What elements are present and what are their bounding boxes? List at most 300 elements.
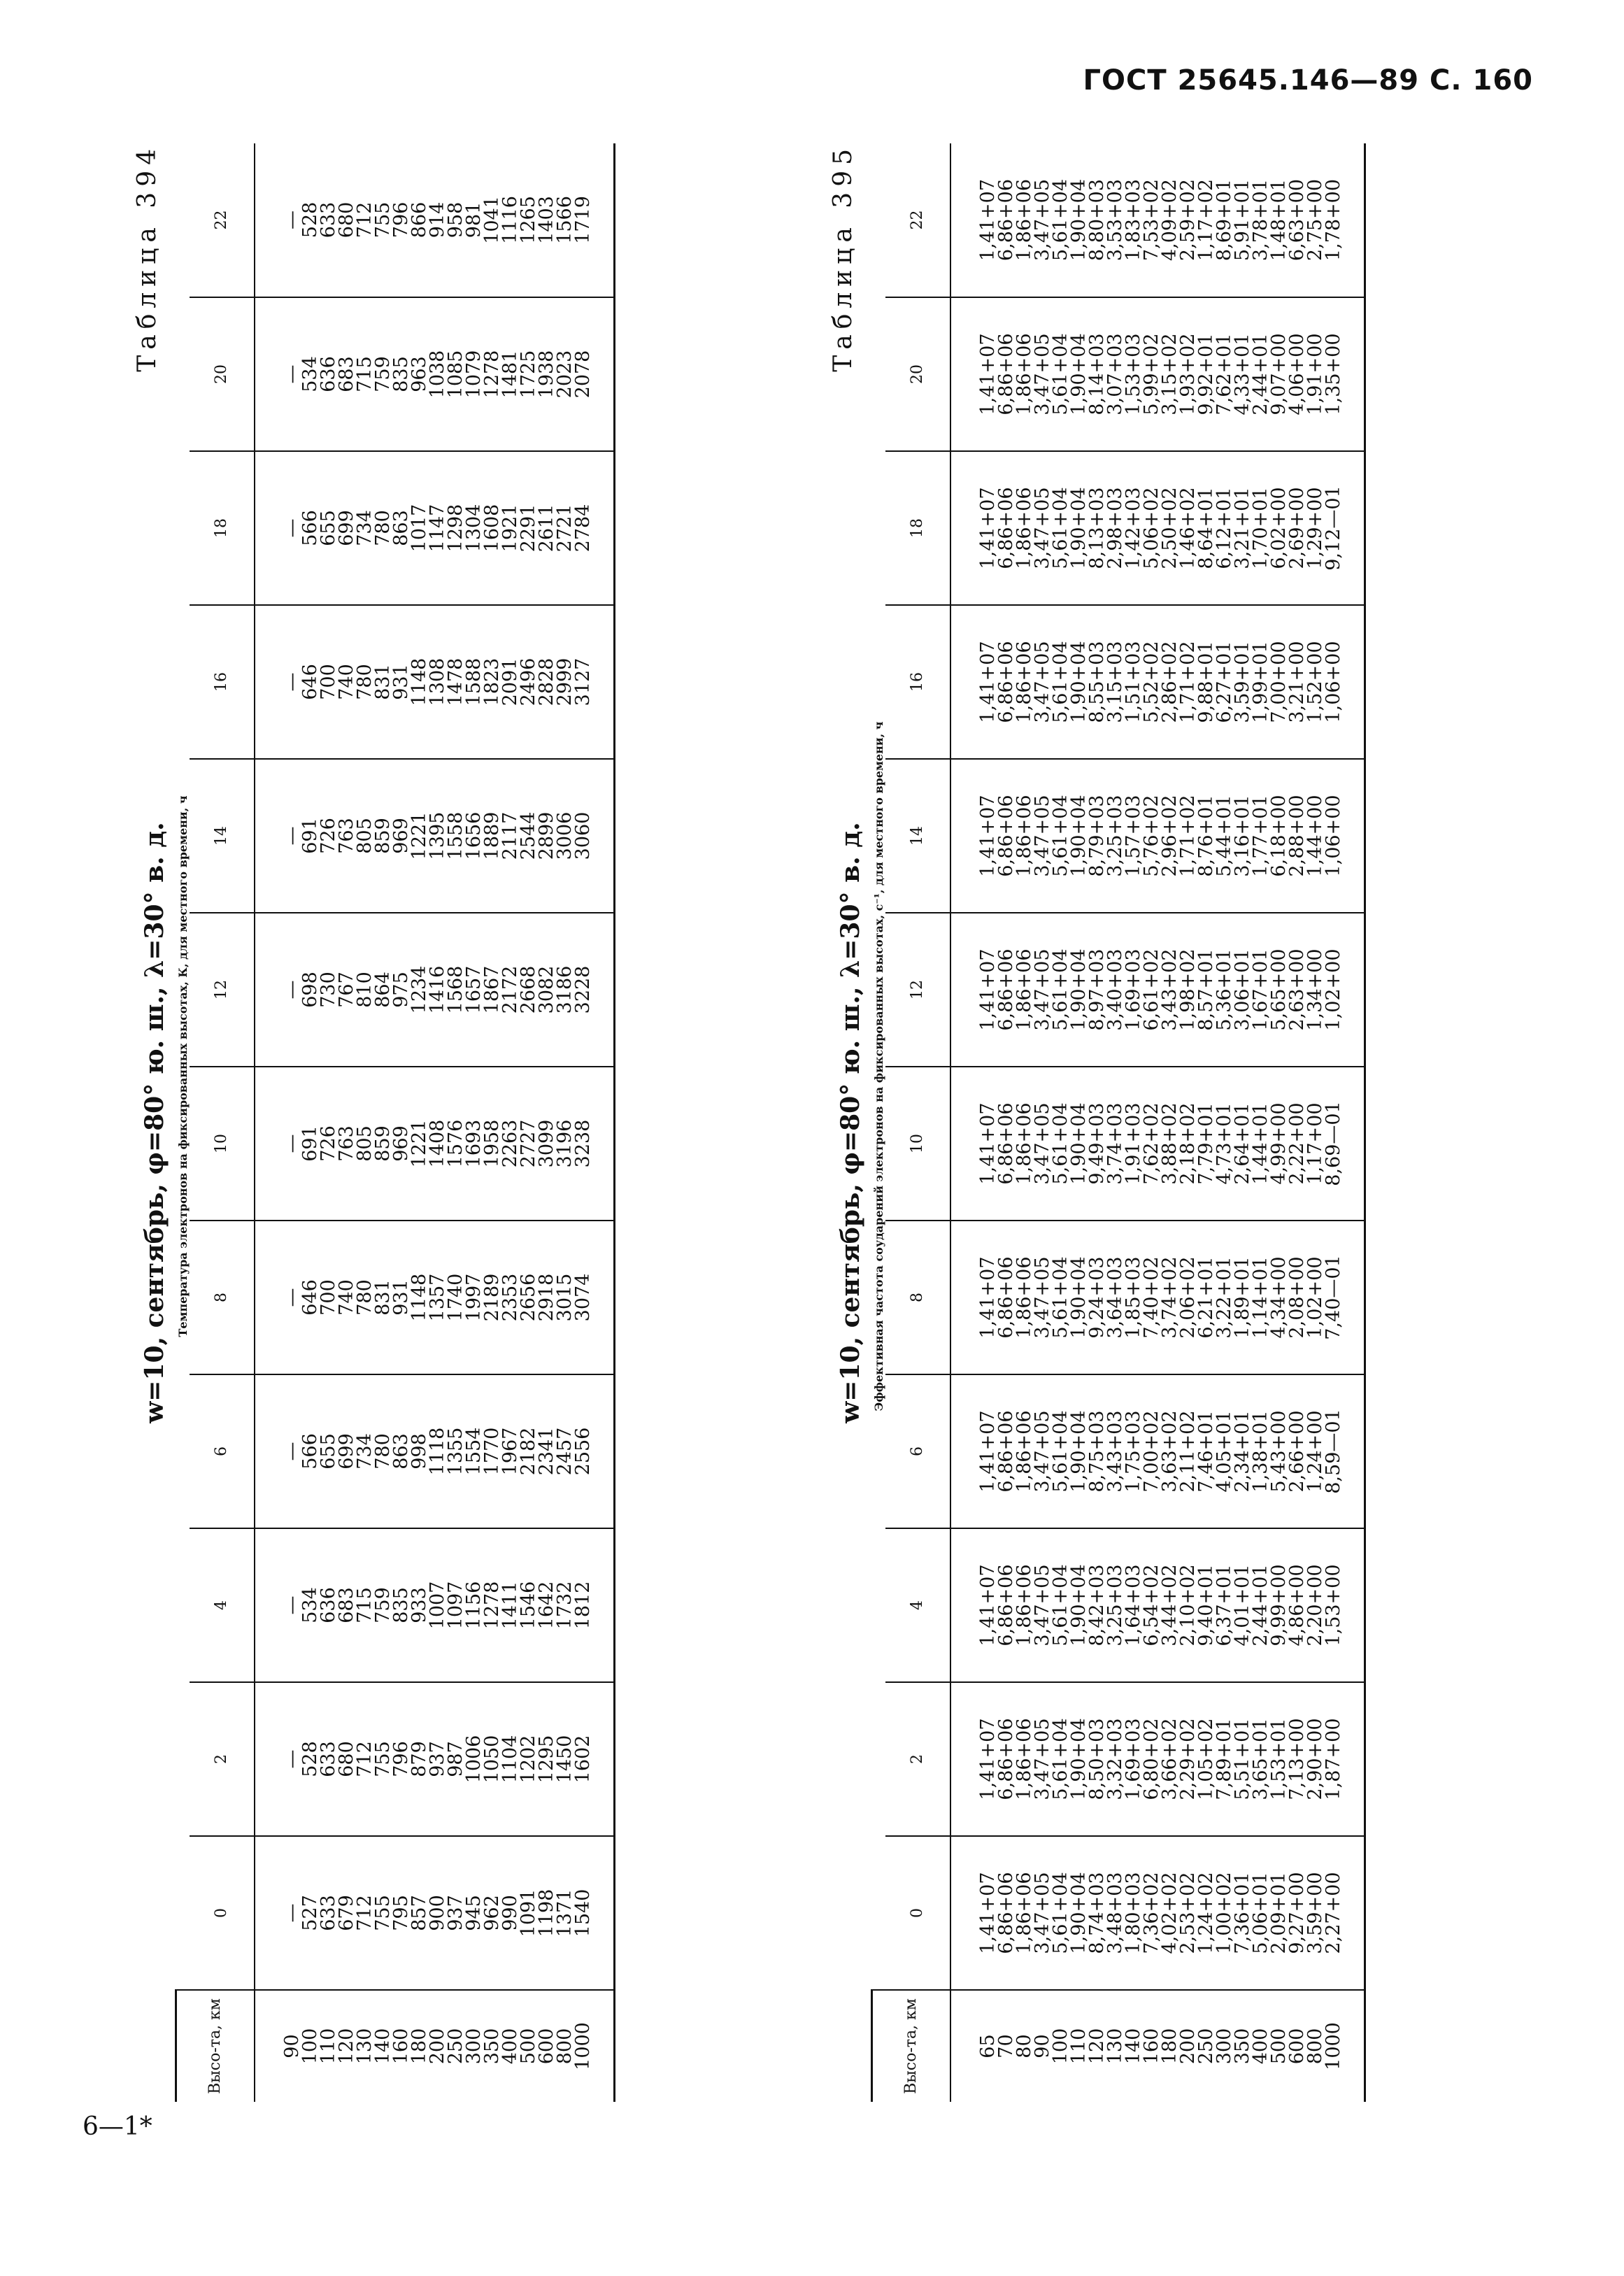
hour-header: 4: [190, 1528, 255, 1682]
table-cell: 3,47+05: [1031, 178, 1053, 262]
table-cell: 1,86+06: [1013, 487, 1035, 569]
table-cell: 1,77+01: [1249, 795, 1272, 877]
table-cell: 1,86+06: [1013, 641, 1035, 723]
table-cell: 740: [335, 664, 357, 700]
table-cell: 3,44+02: [1158, 1564, 1181, 1646]
table-cell: 7,40+02: [1140, 1256, 1162, 1339]
table-cell: 835: [390, 1587, 412, 1623]
value-column: [950, 1682, 1365, 1836]
table-cell: 1,14+01: [1249, 1256, 1272, 1339]
table-cell: 1,90+04: [1067, 641, 1090, 723]
table-cell: 2611: [535, 504, 557, 553]
height-value: 180: [408, 2028, 430, 2065]
table-cell: 2,50+02: [1158, 487, 1181, 569]
height-value: 90: [280, 2034, 303, 2058]
table-cell: 2078: [571, 350, 594, 399]
table-cell: 1,17+02: [1195, 178, 1217, 262]
table-cell: 1,29+00: [1304, 487, 1326, 569]
table-cell: 931: [390, 664, 412, 700]
table-cell: 1770: [480, 1427, 503, 1476]
table-cell: —: [280, 518, 303, 538]
table-cell: 7,36+02: [1140, 1872, 1162, 1954]
table-cell: 1403: [535, 196, 557, 244]
table-cell: 566: [299, 1433, 321, 1470]
table-cell: 1,41+07: [976, 1564, 999, 1646]
table-cell: 866: [408, 201, 430, 239]
table-cell: 1812: [571, 1581, 594, 1630]
value-column: [255, 759, 615, 913]
table-cell: 1,53+00: [1322, 1564, 1344, 1646]
table-cell: 1,41+07: [976, 1410, 999, 1493]
table-cell: 3,47+05: [1031, 1102, 1053, 1185]
table-cell: 931: [390, 1279, 412, 1316]
table-cell: 1304: [462, 504, 485, 553]
table-cell: 3,15+02: [1158, 333, 1181, 415]
height-value: 600: [535, 2028, 557, 2065]
table-cell: 1450: [553, 1735, 576, 1784]
table-cell: 1554: [462, 1427, 485, 1476]
table-cell: 527: [299, 1895, 321, 1931]
height-value: 300: [462, 2028, 485, 2065]
table-cell: 2496: [517, 657, 539, 706]
table-cell: 1308: [426, 657, 448, 706]
table-cell: 3,47+05: [1031, 641, 1053, 723]
table-cell: 3,59+00: [1304, 1872, 1326, 1954]
value-column: [950, 605, 1365, 759]
table-cell: 8,69—01: [1322, 1101, 1344, 1186]
value-column: [950, 913, 1365, 1067]
value-column: [950, 297, 1365, 451]
table-cell: 2,34+01: [1231, 1410, 1253, 1493]
table-cell: 3,47+05: [1031, 1872, 1053, 1954]
table-cell: 1,41+07: [976, 1718, 999, 1800]
table-cell: 759: [371, 356, 394, 392]
table-cell: 3,06+01: [1231, 948, 1253, 1031]
table-cell: 1568: [444, 965, 466, 1014]
table-cell: 1,93+02: [1176, 333, 1199, 415]
table-cell: 2544: [517, 811, 539, 860]
table-cell: 1298: [444, 504, 466, 553]
value-column: [950, 1528, 1365, 1682]
table-cell: 2341: [535, 1427, 557, 1476]
table-cell: 2,27+00: [1322, 1872, 1344, 1954]
table-cell: 3,16+01: [1231, 795, 1253, 877]
table-cell: 1576: [444, 1119, 466, 1168]
height-column: [950, 1990, 1365, 2102]
height-value: 130: [353, 2028, 376, 2065]
table-cell: 3238: [571, 1119, 594, 1168]
table-cell: 1,05+02: [1195, 1718, 1217, 1800]
table-cell: 900: [426, 1895, 448, 1931]
hour-header: 12: [885, 913, 950, 1067]
table-cell: 2353: [499, 1273, 521, 1322]
table-cell: 1,90+04: [1067, 1256, 1090, 1339]
table-cell: 1958: [480, 1119, 503, 1168]
height-value: 200: [426, 2028, 448, 2065]
table-cell: 9,99+00: [1267, 1564, 1290, 1646]
table-cell: 1997: [462, 1273, 485, 1322]
table-cell: 1,48+01: [1267, 178, 1290, 262]
value-column: [950, 451, 1365, 605]
value-column: [255, 297, 615, 451]
height-value: 250: [1195, 2028, 1217, 2065]
table-cell: 863: [390, 510, 412, 546]
table-cell: 810: [353, 972, 376, 1008]
hour-header: 16: [885, 605, 950, 759]
table-cell: 3,47+05: [1031, 1718, 1053, 1800]
table-cell: 755: [371, 201, 394, 239]
table-cell: 1017: [408, 504, 430, 553]
table-cell: 2,08+00: [1285, 1256, 1308, 1339]
table-cell: 1085: [444, 350, 466, 399]
table-cell: 1,91+00: [1304, 333, 1326, 415]
table-cell: 3,47+05: [1031, 795, 1053, 877]
table-cell: 3,21+01: [1231, 487, 1253, 569]
table-cell: 8,64+01: [1195, 487, 1217, 569]
table-cell: 6,27+01: [1213, 641, 1235, 723]
table-cell: 699: [335, 510, 357, 546]
table-cell: 2,29+02: [1176, 1718, 1199, 1800]
table-cell: 700: [317, 664, 339, 700]
table-cell: 969: [390, 818, 412, 854]
table-cell: 6,86+06: [995, 641, 1017, 723]
table-cell: 1,86+06: [1013, 1410, 1035, 1493]
table-cell: 636: [317, 356, 339, 392]
table-cell: 699: [335, 1433, 357, 1470]
table-cell: 1546: [517, 1581, 539, 1630]
table-cell: 4,06+00: [1285, 333, 1308, 415]
table-cell: 2,44+01: [1249, 1564, 1272, 1646]
table-cell: 726: [317, 818, 339, 854]
table-cell: 1656: [462, 811, 485, 860]
value-column: [255, 1528, 615, 1682]
value-column: [255, 1374, 615, 1528]
table-cell: 5,61+04: [1049, 1256, 1071, 1339]
table-cell: 1,98+02: [1176, 948, 1199, 1031]
hour-header: 8: [190, 1221, 255, 1374]
height-value: 110: [317, 2028, 339, 2065]
table-cell: 2656: [517, 1273, 539, 1322]
table-394-block: [133, 143, 776, 2102]
table-cell: —: [280, 672, 303, 692]
table-cell: 1,42+03: [1122, 487, 1144, 569]
table-cell: 1,06+00: [1322, 795, 1344, 877]
table-cell: 1,44+01: [1249, 1102, 1272, 1185]
table-cell: 4,99+00: [1267, 1102, 1290, 1185]
table-cell: 1050: [480, 1735, 503, 1784]
table-cell: 683: [335, 356, 357, 392]
height-value: 400: [499, 2028, 521, 2065]
table-cell: 1278: [480, 1581, 503, 1630]
height-value: 350: [480, 2028, 503, 2065]
table-cell: 691: [299, 1125, 321, 1162]
height-value: 140: [1122, 2028, 1144, 2065]
table-cell: 1823: [480, 657, 503, 706]
value-column: [255, 143, 615, 297]
table-cell: 937: [426, 1741, 448, 1777]
table-cell: 3,48+03: [1104, 1872, 1126, 1954]
table-cell: 962: [480, 1895, 503, 1931]
table-cell: 2457: [553, 1427, 576, 1476]
table-cell: 1,86+06: [1013, 1564, 1035, 1646]
table-cell: 1156: [462, 1581, 485, 1630]
table-cell: 1,53+01: [1267, 1718, 1290, 1800]
hour-header: 8: [885, 1221, 950, 1374]
table-cell: 6,80+02: [1140, 1718, 1162, 1800]
table-cell: 2784: [571, 504, 594, 553]
table-cell: 981: [462, 201, 485, 239]
page-header: ГОСТ 25645.146—89 С. 160: [1083, 64, 1533, 97]
table-cell: 763: [335, 818, 357, 854]
table-cell: 6,86+06: [995, 1872, 1017, 1954]
table-cell: 2,98+03: [1104, 487, 1126, 569]
height-value: 180: [1158, 2028, 1181, 2065]
table-cell: 863: [390, 1433, 412, 1470]
table-cell: 6,86+06: [995, 178, 1017, 262]
height-value: 140: [371, 2028, 394, 2065]
table-cell: 1,99+01: [1249, 641, 1272, 723]
table-cell: 4,01+01: [1231, 1564, 1253, 1646]
table-cell: 3,66+02: [1158, 1718, 1181, 1800]
table-cell: —: [280, 1749, 303, 1769]
table-cell: 1,78+00: [1322, 178, 1344, 262]
table-395-block: [829, 143, 1521, 2102]
table-cell: 712: [353, 1741, 376, 1777]
table-cell: 1,90+04: [1067, 1410, 1090, 1493]
table-cell: 2,96+02: [1158, 795, 1181, 877]
table-cell: 5,61+04: [1049, 795, 1071, 877]
table-cell: 1,90+04: [1067, 1872, 1090, 1954]
table-cell: 1006: [462, 1735, 485, 1784]
height-value: 80: [1013, 2034, 1035, 2058]
table-cell: 3,63+02: [1158, 1410, 1181, 1493]
table-cell: 1,86+06: [1013, 1256, 1035, 1339]
table-cell: 8,57+01: [1195, 948, 1217, 1031]
table-cell: 2,09+01: [1267, 1872, 1290, 1954]
table-cell: 1221: [408, 811, 430, 860]
table-cell: 2,66+00: [1285, 1410, 1308, 1493]
table-cell: 680: [335, 1741, 357, 1777]
data-table-394: [175, 143, 615, 2102]
table-cell: 712: [353, 201, 376, 239]
table-cell: 3074: [571, 1273, 594, 1322]
table-cell: 534: [299, 356, 321, 392]
table-cell: 958: [444, 201, 466, 239]
table-cell: 7,40—01: [1322, 1255, 1344, 1340]
table-cell: 633: [317, 201, 339, 239]
table-cell: 3,65+01: [1249, 1718, 1272, 1800]
height-column-header: Высо-та, км: [176, 1990, 255, 2102]
table-cell: 7,53+02: [1140, 178, 1162, 262]
table-cell: 715: [353, 356, 376, 392]
table-cell: 5,61+04: [1049, 1564, 1071, 1646]
table-cell: 5,44+01: [1213, 795, 1235, 877]
table-cell: 2,90+00: [1304, 1718, 1326, 1800]
table-cell: 1,41+07: [976, 795, 999, 877]
height-value: 400: [1249, 2028, 1272, 2065]
hour-header: 20: [190, 297, 255, 451]
table-cell: 1,41+07: [976, 487, 999, 569]
table-cell: 1540: [571, 1889, 594, 1937]
table-cell: 5,61+04: [1049, 1718, 1071, 1800]
hour-header: 14: [190, 759, 255, 913]
table-cell: 1,90+04: [1067, 487, 1090, 569]
table-cell: 1,02+00: [1322, 948, 1344, 1031]
table-cell: 1,17+00: [1304, 1102, 1326, 1185]
hour-header: 2: [885, 1682, 950, 1836]
table-cell: 5,61+04: [1049, 641, 1071, 723]
table-cell: 698: [299, 972, 321, 1008]
table-cell: 805: [353, 818, 376, 854]
table-cell: 1104: [499, 1735, 521, 1784]
table-cell: 3,74+02: [1158, 1256, 1181, 1339]
table-cell: 3,21+00: [1285, 641, 1308, 723]
table-cell: 1,41+07: [976, 1872, 999, 1954]
table-cell: 2,88+00: [1285, 795, 1308, 877]
table-cell: 1481: [499, 350, 521, 399]
table-cell: 945: [462, 1895, 485, 1931]
table-cell: 8,69+01: [1213, 178, 1235, 262]
table-cell: 755: [371, 1741, 394, 1777]
value-column: [255, 1221, 615, 1374]
height-value: 120: [1085, 2028, 1108, 2065]
table-cell: —: [280, 826, 303, 846]
table-cell: 683: [335, 1587, 357, 1623]
table-cell: 8,76+01: [1195, 795, 1217, 877]
table-cell: —: [280, 1442, 303, 1461]
table-cell: 6,02+00: [1267, 487, 1290, 569]
table-cell: 1,90+04: [1067, 1564, 1090, 1646]
table-cell: 835: [390, 356, 412, 392]
column-group-header: Эффективная частота соударений электронов на фиксированных высотах, с⁻¹, для местного времени, ч: [871, 721, 885, 1411]
table-cell: 805: [353, 1125, 376, 1162]
table-cell: 8,75+03: [1085, 1410, 1108, 1493]
table-cell: 3,47+05: [1031, 948, 1053, 1031]
table-cell: 1,87+00: [1322, 1718, 1344, 1800]
table-cell: 566: [299, 510, 321, 546]
hour-header: 6: [885, 1374, 950, 1528]
table-cell: 2,86+02: [1158, 641, 1181, 723]
value-column: [255, 1067, 615, 1221]
height-value: 100: [1049, 2028, 1071, 2065]
table-cell: 1,41+07: [976, 641, 999, 723]
table-cell: 2263: [499, 1119, 521, 1168]
table-cell: 2,20+00: [1304, 1564, 1326, 1646]
table-cell: 1038: [426, 350, 448, 399]
table-cell: 3,43+03: [1104, 1410, 1126, 1493]
table-cell: 1693: [462, 1119, 485, 1168]
table-cell: 1967: [499, 1427, 521, 1476]
table-cell: 1566: [553, 196, 576, 244]
table-cell: 987: [444, 1741, 466, 1777]
height-value: 160: [1140, 2028, 1162, 2065]
table-cell: 969: [390, 1125, 412, 1162]
table-cell: 1,24+00: [1304, 1410, 1326, 1493]
table-cell: 3,53+03: [1104, 178, 1126, 262]
table-cell: 1091: [517, 1889, 539, 1937]
table-cell: 8,79+03: [1085, 795, 1108, 877]
table-cell: 8,50+03: [1085, 1718, 1108, 1800]
table-cell: 1147: [426, 504, 448, 553]
table-cell: —: [280, 1288, 303, 1307]
table-cell: 780: [353, 664, 376, 700]
table-cell: 1357: [426, 1273, 448, 1322]
hour-header: 22: [885, 143, 950, 297]
table-cell: 691: [299, 818, 321, 854]
height-value: 500: [1267, 2028, 1290, 2065]
table-cell: 2727: [517, 1119, 539, 1168]
table-cell: 2,75+00: [1304, 178, 1326, 262]
table-cell: 5,51+01: [1231, 1718, 1253, 1800]
table-cell: 700: [317, 1279, 339, 1316]
hour-header: 4: [885, 1528, 950, 1682]
hour-header: 14: [885, 759, 950, 913]
table-cell: —: [280, 980, 303, 1000]
hour-header: 16: [190, 605, 255, 759]
table-cell: 1,86+06: [1013, 178, 1035, 262]
table-cell: 6,86+06: [995, 1718, 1017, 1800]
table-number: Таблица 394: [133, 143, 162, 372]
table-cell: 1116: [499, 196, 521, 244]
table-cell: 1,90+04: [1067, 333, 1090, 415]
table-cell: 1,70+01: [1249, 487, 1272, 569]
table-cell: 2,69+00: [1285, 487, 1308, 569]
table-cell: 2,44+01: [1249, 333, 1272, 415]
table-cell: 2,53+02: [1176, 1872, 1199, 1954]
table-cell: 831: [371, 1279, 394, 1316]
table-cell: 2023: [553, 350, 576, 399]
hour-header: 0: [885, 1836, 950, 1990]
table-cell: 6,61+02: [1140, 948, 1162, 1031]
table-cell: 6,12+01: [1213, 487, 1235, 569]
table-cell: 1,44+00: [1304, 795, 1326, 877]
table-cell: 3,43+02: [1158, 948, 1181, 1031]
hour-header: 20: [885, 297, 950, 451]
table-cell: 740: [335, 1279, 357, 1316]
table-cell: 5,61+04: [1049, 948, 1071, 1031]
table-cell: 7,00+00: [1267, 641, 1290, 723]
table-cell: 2,22+00: [1285, 1102, 1308, 1185]
table-cell: 796: [390, 1741, 412, 1777]
table-cell: 1,90+04: [1067, 1718, 1090, 1800]
table-cell: 1867: [480, 965, 503, 1014]
table-cell: 636: [317, 1587, 339, 1623]
hour-header: 2: [190, 1682, 255, 1836]
table-cell: 990: [499, 1895, 521, 1931]
table-cell: 3,47+05: [1031, 1256, 1053, 1339]
table-cell: 2,11+02: [1176, 1410, 1199, 1493]
table-cell: 1,86+06: [1013, 1102, 1035, 1185]
table-cell: 5,76+02: [1140, 795, 1162, 877]
table-cell: 1221: [408, 1119, 430, 1168]
table-cell: 5,52+02: [1140, 641, 1162, 723]
hour-header: 18: [885, 451, 950, 605]
table-cell: 5,61+04: [1049, 487, 1071, 569]
table-cell: 6,54+02: [1140, 1564, 1162, 1646]
table-cell: 646: [299, 664, 321, 700]
table-cell: 1,69+03: [1122, 948, 1144, 1031]
table-cell: 4,33+01: [1231, 333, 1253, 415]
table-cell: 1,90+04: [1067, 795, 1090, 877]
table-cell: 1558: [444, 811, 466, 860]
table-cell: 1007: [426, 1581, 448, 1630]
table-cell: 5,06+01: [1249, 1872, 1272, 1954]
table-cell: 2117: [499, 811, 521, 860]
table-cell: 1355: [444, 1427, 466, 1476]
table-title: w=10, сентябрь, φ=80° ю. ш., λ=30° в. д.: [140, 822, 169, 1423]
table-cell: 1,57+03: [1122, 795, 1144, 877]
table-cell: 3127: [571, 657, 594, 706]
